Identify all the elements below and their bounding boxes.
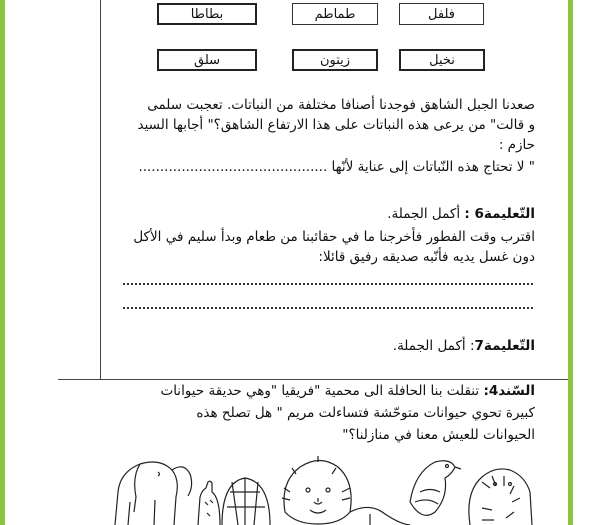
- answer-dotted-line: [123, 306, 533, 309]
- paragraph-line: كبيرة تحوي حيوانات متوحّشة فتساءلت مريم " هل تصلح هذه: [196, 405, 535, 421]
- word-label: نخيل: [429, 52, 455, 68]
- word-label: سلق: [193, 52, 221, 68]
- instruction-label: التّعليمة7: [474, 338, 535, 354]
- answer-dotted-line: [123, 282, 533, 285]
- word-label: زيتون: [319, 52, 351, 68]
- word-box-olive: [292, 49, 378, 71]
- giraffe-icon: [198, 481, 220, 525]
- word-box-chard: [157, 49, 257, 71]
- paragraph-line: دون غسل يديه فأنّبه صديقه رفيق قائلا:: [318, 249, 535, 265]
- paragraph-line: و قالت" من يرعى هذه النباتات على هذا الارتفاع الشاهق؟" أجابها السيد: [137, 117, 535, 133]
- word-box-tomato: [292, 3, 378, 25]
- tiger-icon: [469, 469, 532, 525]
- paragraph-line: حازم :: [498, 137, 535, 153]
- wild-animals-drawing: [110, 452, 535, 525]
- word-box-pepper: [399, 3, 484, 25]
- section-divider: [58, 379, 568, 380]
- answer-line: " لا تحتاج هذه النّباتات إلى عناية لأنّها ............................................: [138, 159, 535, 175]
- elephant-icon: [115, 462, 192, 525]
- word-label: طماطم: [314, 6, 356, 22]
- instruction-label: التّعليمة6 :: [464, 206, 535, 222]
- word-box-potato: [157, 3, 257, 25]
- margin-line: [100, 0, 101, 380]
- paragraph-line: الحيوانات للعيش معنا في منازلنا؟": [342, 427, 535, 443]
- instruction-7: [393, 337, 535, 356]
- paragraph-line: اقترب وقت الفطور فأخرجنا ما في حقائبنا من طعام وبدأ سليم في الأكل: [133, 229, 535, 245]
- instruction-text: أكمل الجملة.: [387, 206, 465, 222]
- source-4-line: [160, 382, 535, 401]
- word-box-palm: [399, 49, 485, 71]
- source-label: السّند4:: [483, 383, 535, 399]
- paragraph-line: صعدنا الجبل الشاهق فوجدنا أصنافا مختلفة من النباتات. تعجبت سلمى: [147, 97, 535, 113]
- instruction-6: [387, 205, 535, 224]
- tortoise-icon: [222, 478, 270, 525]
- page-border-left: [0, 0, 5, 525]
- pigeon-icon: [410, 461, 461, 516]
- source-text: تنقلت بنا الحافلة الى محمية "فريقيا "وهي حديقة حيوانات: [160, 383, 484, 399]
- word-label: بطاطا: [190, 6, 224, 22]
- lion-icon: [282, 456, 410, 525]
- word-label: فلفل: [428, 6, 455, 22]
- page-border-right: [568, 0, 573, 525]
- instruction-text: : أكمل الجملة.: [392, 338, 475, 354]
